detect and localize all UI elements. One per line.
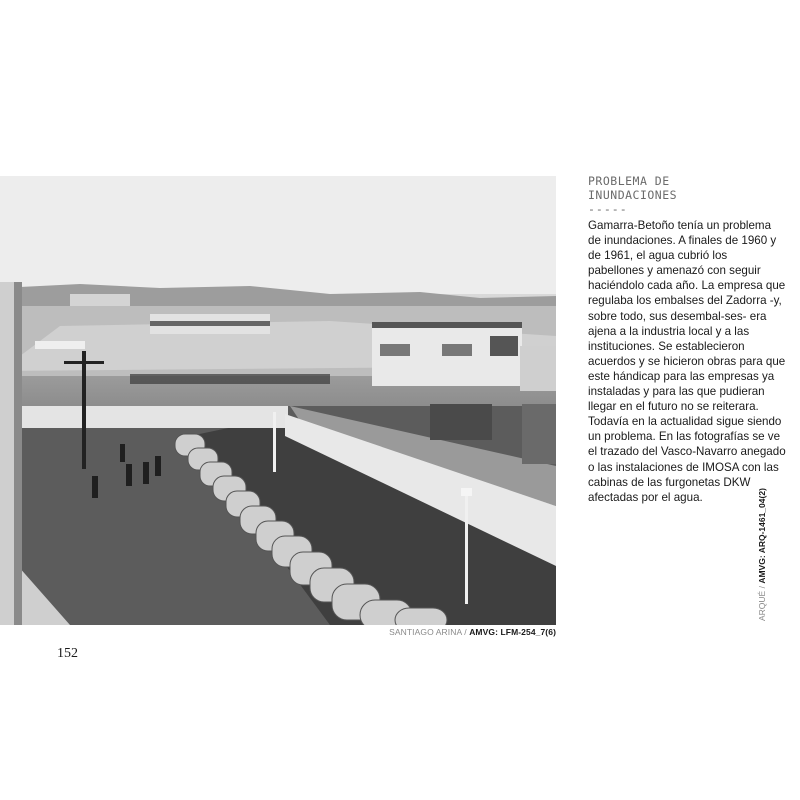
vertical-credit-author: ARQUÉ bbox=[757, 590, 767, 621]
sidebar-heading-line1: PROBLEMA DE bbox=[588, 174, 670, 188]
flood-photograph bbox=[0, 176, 556, 625]
sidebar-body-text: Gamarra-Betoño tenía un problema de inundaciones. A finales de 1960 y de 1961, el agua cubrió los pabellones y amenazó con seguir haciéndolo cada año. La empresa que regulaba los embalses del Zadorra -y, sobre todo, sus desembal-ses- era ajena a la industria local y a las instituciones. Se establecieron acuerdos y se hicieron obras para que este hándicap para las empresas ya instaladas y para las que pudieran llegar en el futuro no se reiterara. Todavía en la actualidad sigue siendo un problema. En las fotografías se ve el trazado del Vasco-Navarro anegado o las instalaciones de IMOSA con las cabinas de las furgonetas DKW afectadas por el agua. bbox=[588, 219, 786, 504]
photo-credit-author: SANTIAGO ARINA bbox=[389, 627, 462, 637]
vertical-credit-reference: AMVG: ARQ-1461_04(2) bbox=[757, 488, 767, 584]
vertical-photo-credit bbox=[757, 488, 767, 621]
photo-credit-reference: AMVG: LFM-254_7(6) bbox=[469, 627, 556, 637]
photo-credit bbox=[389, 627, 556, 637]
sidebar-heading bbox=[588, 174, 718, 216]
photo-credit-separator: / bbox=[461, 627, 470, 637]
sidebar-heading-line2: INUNDACIONES bbox=[588, 188, 678, 202]
page-number: 152 bbox=[57, 646, 78, 661]
flood-scene-illustration bbox=[0, 176, 556, 625]
sidebar-heading-rule: ----- bbox=[588, 202, 628, 216]
vertical-credit-separator: / bbox=[757, 583, 767, 591]
